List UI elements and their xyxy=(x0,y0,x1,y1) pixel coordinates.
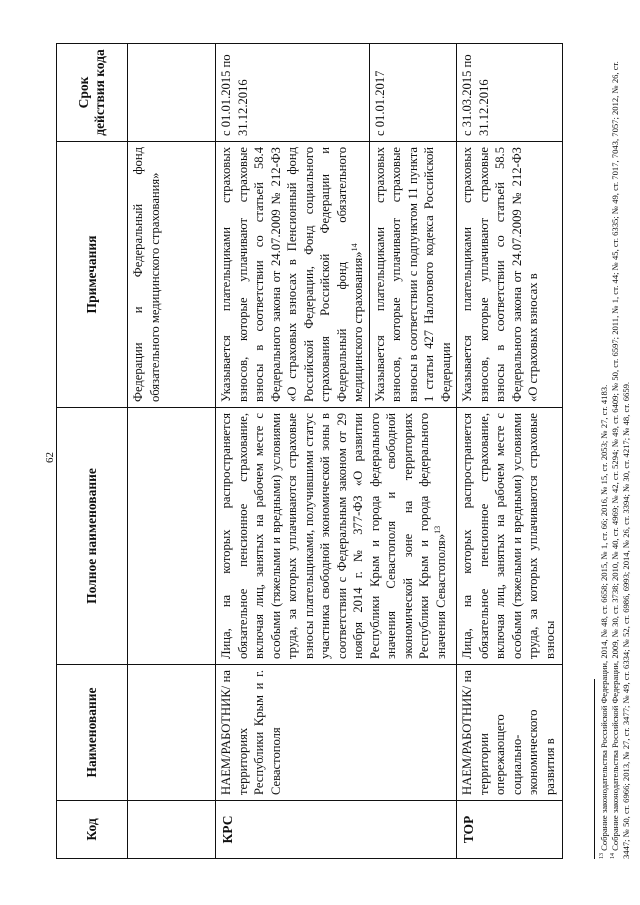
header-row xyxy=(57,44,128,859)
footnote-text: Собрание законодательства Российской Федерации, 2009, № 30, ст. 3738; 2010, № 40, ст. 4969; № 42, ст. 5294; № 49, ст. 6409; № 50, ст. 6597; 2011, № 1, ст. 44; № 45, ст. 6335; № 49, ст. 7017, 7043, 7057; 2012, № 26, ст. 3447; № 50, ст. 6966; 2013, № 27, ст. 3477; № 49, ст. 6334; № 52, ст. 6986, 6993; 2014, № 26, ст. 3394; № 30, ст. 4217; № 48, ст. 6659. xyxy=(609,61,631,859)
validity-cell: с 01.01.2017 xyxy=(369,44,457,142)
table-row xyxy=(128,44,216,859)
notes-cell: Указывается плательщиками страховых взносов, которые уплачивают страховые взносы в соответствии с подпунктом 11 пункта 1 статьи 427 Налогового кодекса Российской Федерации xyxy=(369,142,457,408)
footnote-ref-14: 14 xyxy=(349,243,359,252)
validity-cell xyxy=(128,44,216,142)
footnote-separator xyxy=(594,679,595,859)
notes-cell: Федерации и Федеральный фонд обязательного медицинского страхования» xyxy=(128,142,216,408)
code-cell: ТОР xyxy=(457,801,563,859)
validity-cell: с 31.03.2015 по 31.12.2016 xyxy=(457,44,563,142)
page-number: 62 xyxy=(44,452,56,463)
full-name-cell xyxy=(216,408,457,665)
full-name-cell xyxy=(128,408,216,665)
code-cell xyxy=(128,801,216,859)
header-code: Код xyxy=(57,801,128,859)
notes-text: Указывается плательщиками страховых взносов, которые уплачивают страховые взносы в соответствии со статьей 58.4 Федерального закона от 24.07.2009 № 212-ФЗ «О страховых взносах в Пенсионный фонд Российской Федерации, Фонд социального страхования Российской Федерации и Федеральный фонд обязательного медицинского страхования» xyxy=(219,147,365,402)
name-cell: НАЕМ/РАБОТНИК/ на территории опережающего социально-экономического развития в xyxy=(457,665,563,801)
table-row xyxy=(216,44,370,859)
name-cell xyxy=(128,665,216,801)
header-full-name: Полное наименование xyxy=(57,408,128,665)
name-cell: НАЕМ/РАБОТНИК/ на территориях Республики Крым и г. Севастополя xyxy=(216,665,457,801)
validity-cell: с 01.01.2015 по 31.12.2016 xyxy=(216,44,370,142)
notes-cell xyxy=(216,142,370,408)
header-name: Наименование xyxy=(57,665,128,801)
footnote-ref-13: 13 xyxy=(432,525,442,534)
table-row xyxy=(457,44,563,859)
footnote-text: Собрание законодательства Российской Федерации, 2014, № 48, ст. 6658; 2015, № 1, ст. 66; 2016, № 15, ст. 2053; № 27, ст. 4183. xyxy=(598,384,609,851)
full-name-text: Лица, на которых распространяется обязательное пенсионное страхование, включая лиц, занятых на рабочем месте с особыми (тяжелыми и вредными) условиями труда, за которых уплачиваются страховые взносы плательщиками, получившими статус участника свободной экономической зоны в соответствии с Федеральным законом от 29 ноября 2014 г. № 377-ФЗ «О развитии Республики Крым и города федерального значения Севастополя и свободной экономической зоне на территориях Республики Крым и города федерального значения Севастополя» xyxy=(219,413,448,659)
footnote-number: 13 xyxy=(599,853,605,859)
code-cell: КРС xyxy=(216,801,457,859)
notes-cell: Указывается плательщиками страховых взносов, которые уплачивают страховые взносы в соответствии со статьей 58.5 Федерального закона от 24.07.2009 № 212-ФЗ «О страховых взносах в xyxy=(457,142,563,408)
footnote-number: 14 xyxy=(610,853,616,859)
header-validity: Срок действия кода xyxy=(57,44,128,142)
footnote xyxy=(608,44,632,859)
header-notes: Примечания xyxy=(57,142,128,408)
full-name-cell: Лица, на которых распространяется обязательное пенсионное страхование, включая лиц, занятых на рабочем месте с особыми (тяжелыми и вредными) условиями труда, за которых уплачиваются страховые взносы xyxy=(457,408,563,665)
codes-table xyxy=(56,43,563,859)
